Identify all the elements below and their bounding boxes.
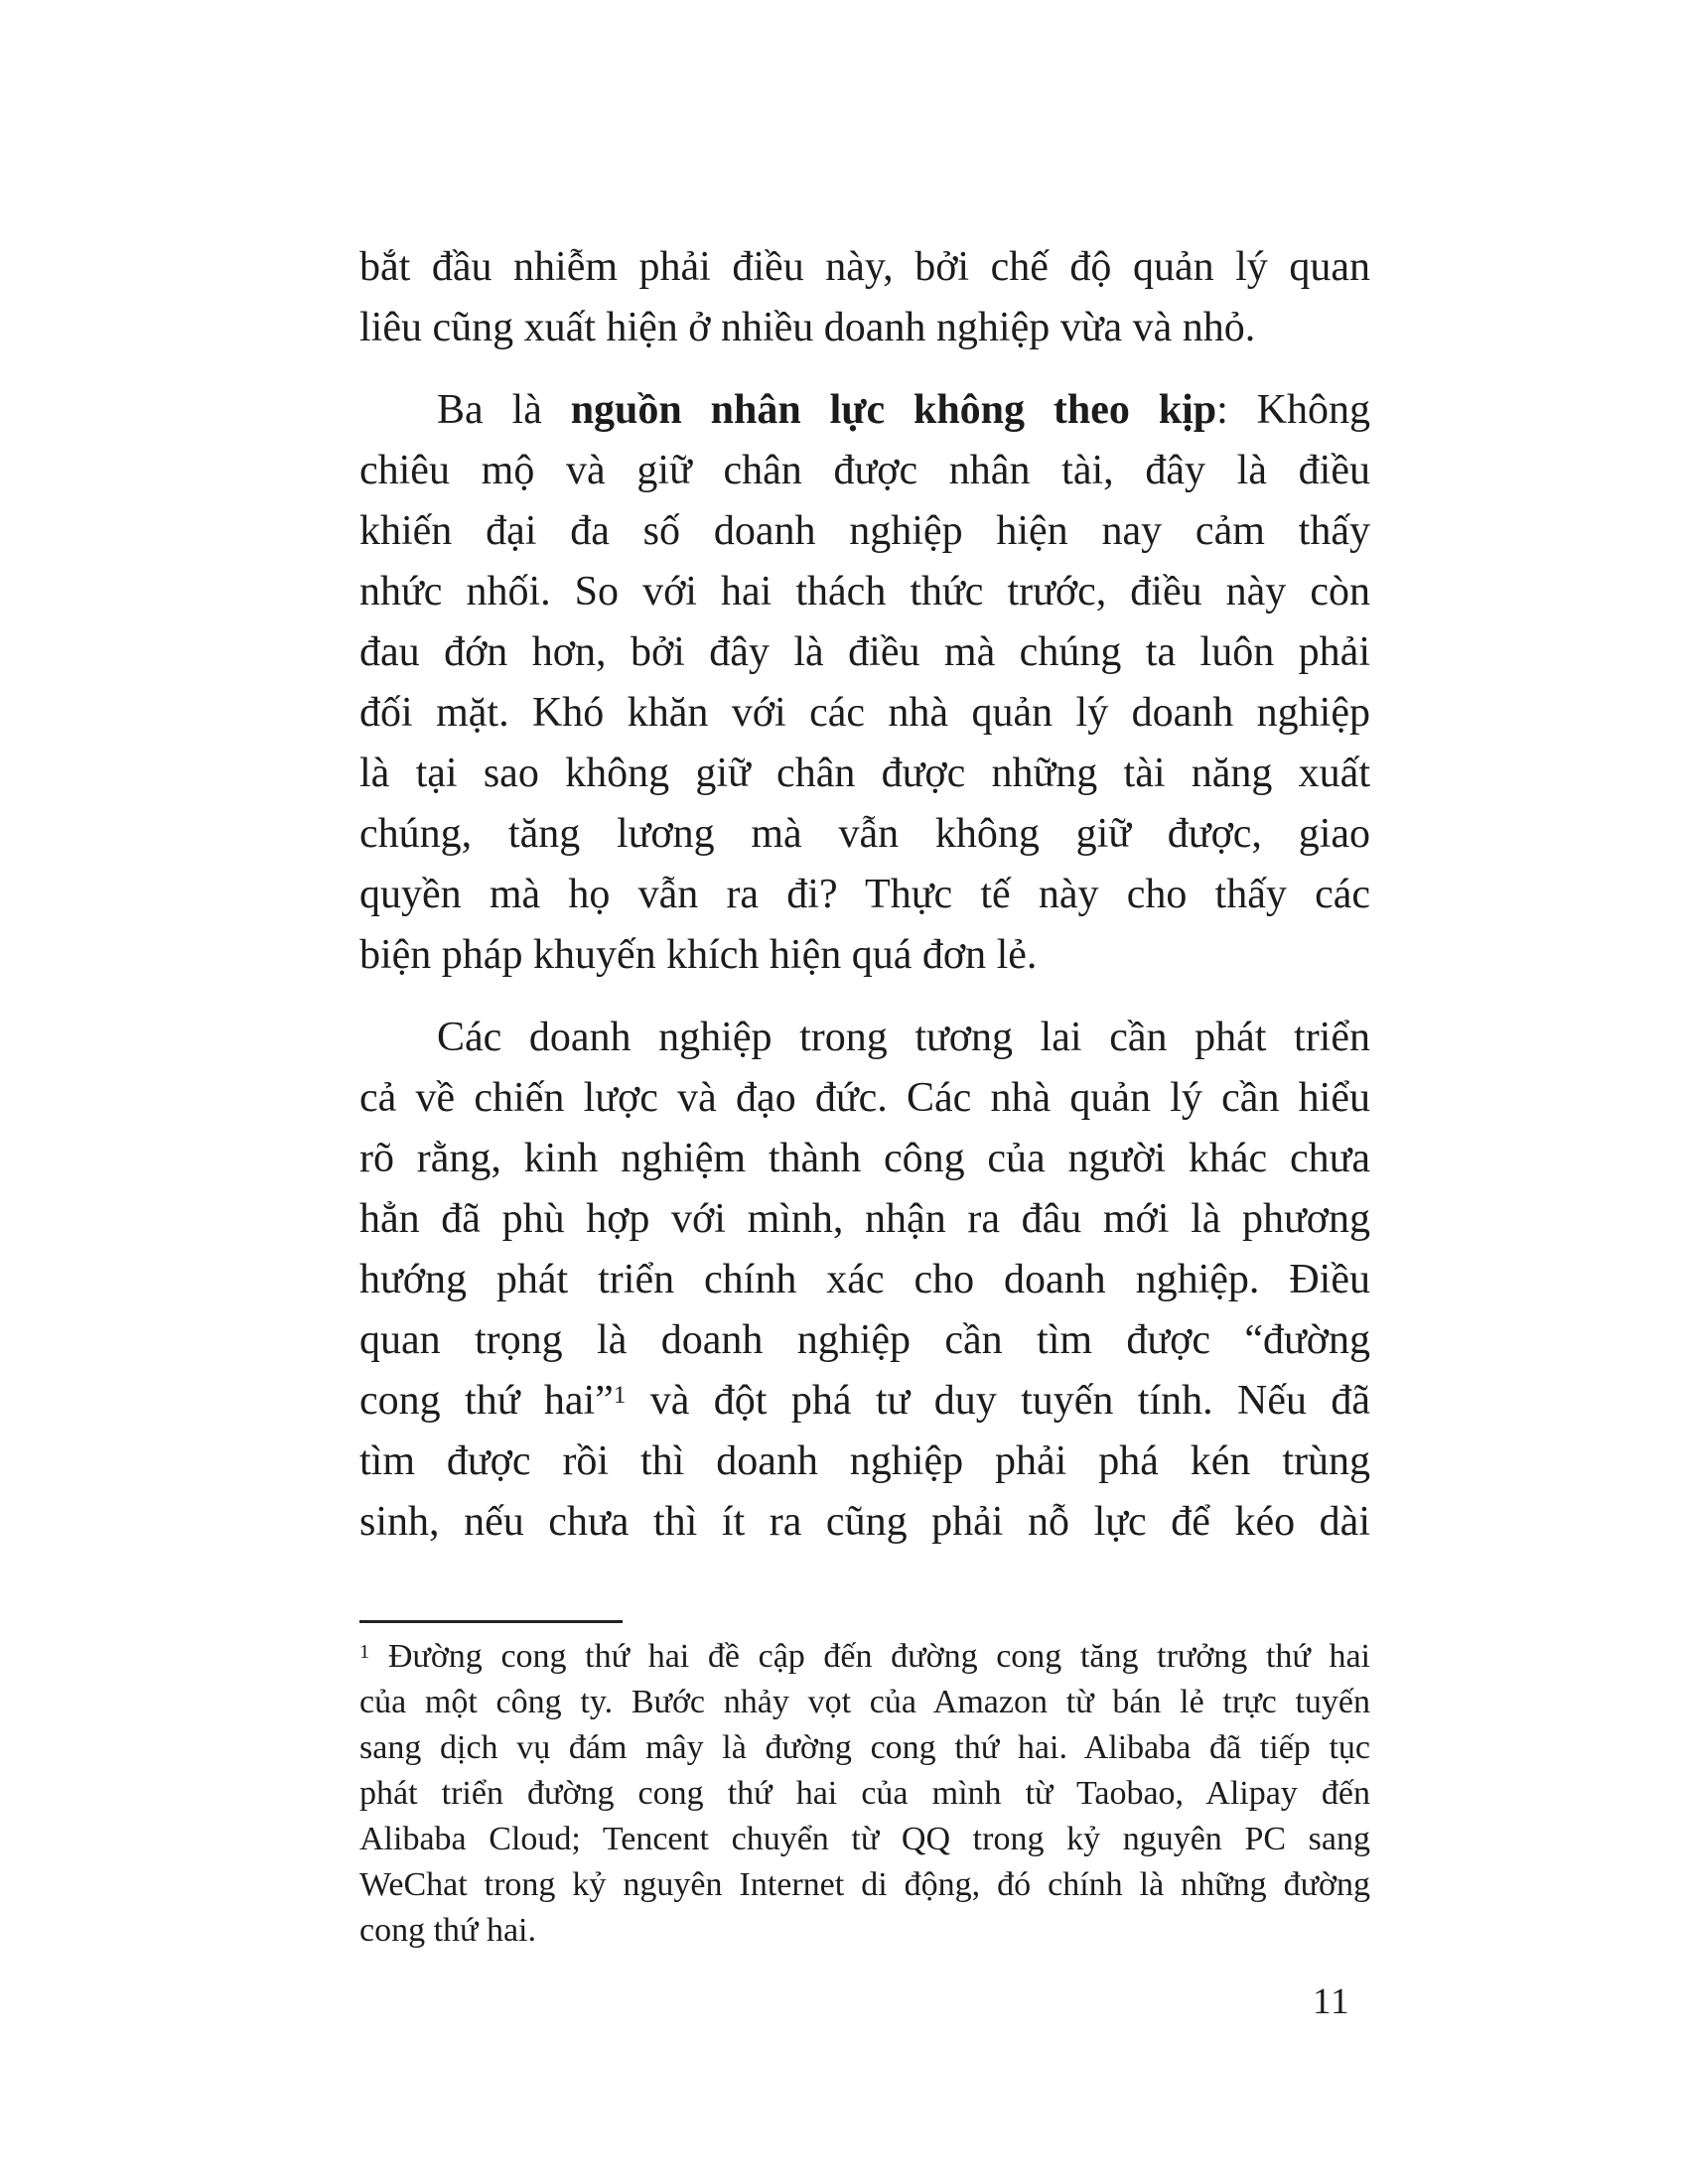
text-run: cong thứ hai. bbox=[359, 1912, 537, 1949]
superscript-footnote-marker: 1 bbox=[359, 1640, 370, 1663]
text-run: sang dịch vụ đám mây là đường cong thứ hai. Alibaba đã tiếp tục bbox=[359, 1729, 1370, 1766]
text-run: quan trọng là doanh nghiệp cần tìm được “đường bbox=[359, 1317, 1370, 1363]
text-line bbox=[359, 1129, 1370, 1189]
body-paragraphs bbox=[359, 237, 1370, 1553]
text-run: tìm được rồi thì doanh nghiệp phải phá kén trùng bbox=[359, 1438, 1370, 1484]
paragraph bbox=[359, 1008, 1370, 1553]
paragraph bbox=[359, 380, 1370, 986]
text-line bbox=[359, 744, 1370, 804]
text-run: và đột phá tư duy tuyến tính. Nếu đã bbox=[626, 1378, 1370, 1424]
text-line bbox=[359, 501, 1370, 562]
footnote-line bbox=[359, 1908, 1370, 1954]
text-line bbox=[359, 1068, 1370, 1129]
text-run: rõ rằng, kinh nghiệm thành công của người khác chưa bbox=[359, 1136, 1370, 1181]
text-run: Alibaba Cloud; Tencent chuyển từ QQ trong kỷ nguyên PC sang bbox=[359, 1821, 1370, 1857]
text-line bbox=[359, 1371, 1370, 1432]
text-run: của một công ty. Bước nhảy vọt của Amazon từ bán lẻ trực tuyến bbox=[359, 1684, 1370, 1720]
text-run: quyền mà họ vẫn ra đi? Thực tế này cho thấy các bbox=[359, 872, 1370, 917]
text-run: Đường cong thứ hai đề cập đến đường cong tăng trưởng thứ hai bbox=[369, 1638, 1370, 1675]
superscript-footnote-marker: 1 bbox=[613, 1381, 627, 1409]
text-run: biện pháp khuyến khích hiện quá đơn lẻ. bbox=[359, 932, 1038, 978]
text-run: WeChat trong kỷ nguyên Internet di động, đó chính là những đường bbox=[359, 1866, 1370, 1903]
text-line bbox=[359, 1250, 1370, 1310]
text-run: là tại sao không giữ chân được những tài năng xuất bbox=[359, 751, 1370, 796]
text-line bbox=[359, 1310, 1370, 1371]
text-run: nhức nhối. So với hai thách thức trước, điều này còn bbox=[359, 569, 1370, 614]
text-line bbox=[359, 925, 1370, 986]
text-run: liêu cũng xuất hiện ở nhiều doanh nghiệp vừa và nhỏ. bbox=[359, 305, 1256, 350]
text-run: cong thứ hai” bbox=[359, 1378, 614, 1424]
footnote-line bbox=[359, 1725, 1370, 1771]
text-line bbox=[359, 298, 1370, 358]
text-run: phát triển đường cong thứ hai của mình từ Taobao, Alipay đến bbox=[359, 1775, 1370, 1812]
footnote-line bbox=[359, 1771, 1370, 1817]
text-run: chiêu mộ và giữ chân được nhân tài, đây là điều bbox=[359, 448, 1370, 493]
bold-run: nguồn nhân lực không theo kịp bbox=[570, 387, 1217, 433]
text-run: cả về chiến lược và đạo đức. Các nhà quản lý cần hiểu bbox=[359, 1075, 1370, 1121]
text-run: đối mặt. Khó khăn với các nhà quản lý doanh nghiệp bbox=[359, 690, 1370, 736]
text-line bbox=[359, 865, 1370, 925]
text-run: sinh, nếu chưa thì ít ra cũng phải nỗ lực để kéo dài bbox=[359, 1499, 1370, 1545]
footnote-line bbox=[359, 1680, 1370, 1725]
text-run: khiến đại đa số doanh nghiệp hiện nay cảm thấy bbox=[359, 508, 1370, 554]
text-run: hướng phát triển chính xác cho doanh nghiệp. Điều bbox=[359, 1257, 1370, 1302]
text-run: bắt đầu nhiễm phải điều này, bởi chế độ quản lý quan bbox=[359, 244, 1370, 290]
text-run: Ba là bbox=[437, 387, 571, 433]
text-run: : Không bbox=[1216, 387, 1371, 433]
paragraph bbox=[359, 237, 1370, 358]
text-line bbox=[359, 1492, 1370, 1553]
text-line bbox=[359, 804, 1370, 865]
text-block bbox=[359, 237, 1370, 1954]
footnote-line bbox=[359, 1862, 1370, 1908]
text-line bbox=[359, 441, 1370, 501]
text-line bbox=[359, 1432, 1370, 1492]
footnote-line bbox=[359, 1817, 1370, 1862]
page-number: 11 bbox=[1313, 1981, 1350, 2022]
footnote bbox=[359, 1634, 1370, 1954]
text-run: Các doanh nghiệp trong tương lai cần phát triển bbox=[437, 1015, 1370, 1060]
text-line bbox=[359, 237, 1370, 298]
text-line bbox=[359, 622, 1370, 683]
text-line bbox=[359, 1008, 1370, 1068]
text-line bbox=[359, 1189, 1370, 1250]
text-run: hẳn đã phù hợp với mình, nhận ra đâu mới là phương bbox=[359, 1196, 1370, 1242]
footnote-line bbox=[359, 1634, 1370, 1680]
text-line bbox=[359, 683, 1370, 744]
text-line bbox=[359, 562, 1370, 622]
text-run: chúng, tăng lương mà vẫn không giữ được, giao bbox=[359, 811, 1370, 857]
text-line bbox=[359, 380, 1370, 441]
footnote-divider bbox=[359, 1620, 623, 1623]
text-run: đau đớn hơn, bởi đây là điều mà chúng ta luôn phải bbox=[359, 629, 1370, 675]
